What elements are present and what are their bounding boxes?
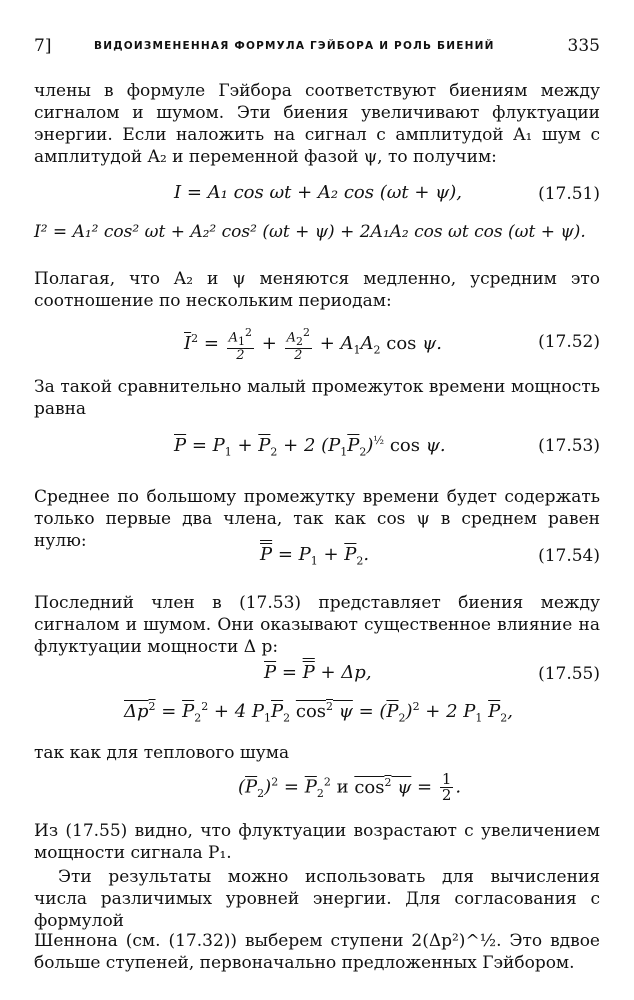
equation-thermal-noise-formula: $(\overline{P}_2)^2 = \overline{P}_2^2$ и $\cos^2 \psi$ = $\frac{1}{2}$ . xyxy=(238,770,462,804)
paragraph-8a: Эти результаты можно использовать для вычисления числа различимых уровней энергии. Для согласования с формулой xyxy=(34,867,600,931)
equation-17-53 xyxy=(34,434,600,466)
equation-17-51-number: (17.51) xyxy=(538,184,600,204)
equation-17-54-number: (17.54) xyxy=(538,546,600,566)
equation-17-52 xyxy=(34,326,600,363)
equation-intensity-squared-formula: I² = A₁² cos² ωt + A₂² cos² (ωt + ψ) + 2A₁A₂ cos ωt cos (ωt + ψ). xyxy=(34,222,586,242)
equation-17-51 xyxy=(34,182,600,210)
equation-17-55-number: (17.55) xyxy=(538,664,600,684)
equation-17-54-formula: $P = P_1 + \overline{P}_2$. xyxy=(260,544,370,568)
paragraph-2: Полагая, что A₂ и ψ меняются медленно, усредним это соотношение по нескольким периодам: xyxy=(34,269,600,311)
paragraph-5: Последний член в (17.53) представляет биения между сигналом и шумом. Они оказывают существенное влияние на флуктуации мощности Δ p: xyxy=(34,593,600,657)
equation-17-52-number: (17.52) xyxy=(538,332,600,352)
paragraph-8b: Шеннона (см. (17.32)) выберем ступени 2(Δp²)^½. Это вдвое больше ступеней, первоначально предложенных Гэйбором. xyxy=(34,931,600,973)
page-number: 335 xyxy=(567,36,600,56)
equation-17-51-formula: I = A₁ cos ωt + A₂ cos (ωt + ψ), xyxy=(174,182,463,203)
equation-intensity-squared xyxy=(34,222,600,250)
equation-fluctuation-formula: $\Delta p^2 = \overline{P}_2^2 + 4$ $P_1\overline{P}_2$ $\cos^2 \psi = (\overline{P}_2)^2 + 2$ $P_1$ $\overline{P}_2$, xyxy=(124,700,513,725)
paragraph-4: Среднее по большому промежутку времени будет содержать только первые два члена, так как cos ψ в среднем равен нулю: xyxy=(34,487,600,551)
paragraph-7: Из (17.55) видно, что флуктуации возрастают с увеличением мощности сигнала P₁. xyxy=(34,821,600,863)
paragraph-6: так как для теплового шума xyxy=(34,743,290,763)
equation-17-54 xyxy=(34,544,600,572)
equation-17-55-formula: $\overline{P} = P + \Delta p$, xyxy=(264,662,372,683)
section-number: 7] xyxy=(34,36,52,56)
equation-17-53-number: (17.53) xyxy=(538,436,600,456)
equation-17-53-formula: $\overline{P} = P_1 + \overline{P}_2 + 2$ $(P_1\overline{P}_2)^{\frac{1}{2}}$ cos ψ. xyxy=(174,434,446,459)
equation-thermal-noise xyxy=(34,768,600,804)
equation-17-52-formula: $\overline{I}^2$ = $\frac{A_1^2}{2}$ + $\frac{A_2^2}{2}$ + $A_1A_2$ cos ψ. xyxy=(184,326,442,363)
equation-17-55 xyxy=(34,662,600,690)
paragraph-3: За такой сравнительно малый промежуток времени мощность равна xyxy=(34,377,600,419)
paragraph-1: члены в формуле Гэйбора соответствуют биениям между сигналом и шумом. Эти биения увеличивают флуктуации энергии. Если наложить на сигнал с амплитудой A₁ шум с амплитудой A₂ и переменной фазой ψ, то получим: xyxy=(34,81,600,167)
running-header xyxy=(34,36,600,58)
running-title: ВИДОИЗМЕНЕННАЯ ФОРМУЛА ГЭЙБОРА И РОЛЬ БИЕНИЙ xyxy=(94,40,495,52)
equation-fluctuation xyxy=(34,700,600,728)
